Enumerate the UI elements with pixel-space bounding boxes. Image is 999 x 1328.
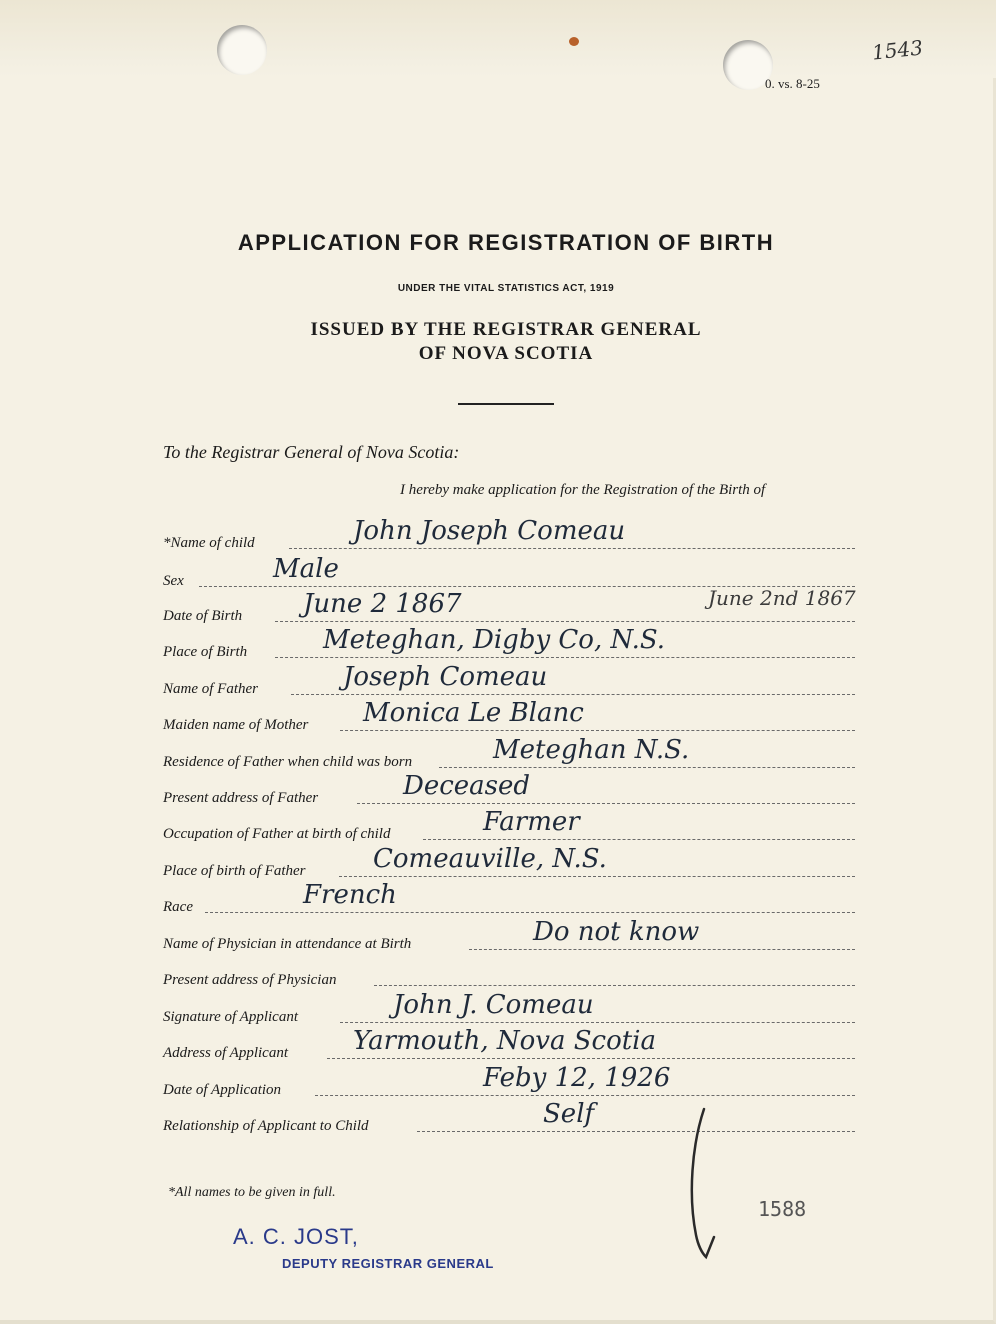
field-label: Race	[163, 899, 193, 915]
issuer-line-1: ISSUED BY THE REGISTRAR GENERAL	[310, 319, 702, 340]
field-label: Place of Birth	[163, 644, 248, 660]
form-field-row	[163, 698, 855, 733]
form-field-row	[163, 735, 855, 770]
form-code: 0. vs. 8-25	[765, 76, 820, 91]
field-value: Meteghan N.S.	[493, 735, 690, 765]
field-label: *Name of child	[163, 535, 255, 551]
field-leader-line	[205, 912, 855, 913]
field-label: Signature of Applicant	[163, 1009, 298, 1025]
field-label: Place of birth of Father	[163, 863, 306, 879]
field-value: Farmer	[483, 807, 580, 837]
issuer-line-2: OF NOVA SCOTIA	[418, 343, 594, 364]
field-value: Monica Le Blanc	[363, 698, 584, 728]
field-label: Address of Applicant	[163, 1045, 288, 1061]
form-field-row	[163, 516, 855, 551]
form-field-row	[163, 844, 855, 879]
binding-strip	[0, 0, 996, 78]
form-field-row	[163, 1099, 855, 1134]
field-label: Maiden name of Mother	[163, 717, 309, 733]
form-field-row	[163, 917, 855, 952]
field-leader-line	[315, 1095, 855, 1096]
field-value: Do not know	[533, 917, 700, 947]
field-label: Present address of Father	[163, 790, 319, 806]
field-label: Name of Physician in attendance at Birth	[163, 936, 412, 952]
field-leader-line	[327, 1058, 855, 1059]
field-leader-line	[340, 1022, 855, 1023]
form-field-row	[163, 807, 855, 842]
form-field-row	[163, 1026, 855, 1061]
form-field-row	[163, 880, 855, 915]
divider	[458, 403, 554, 405]
field-leader-line	[275, 621, 855, 622]
field-label: Occupation of Father at birth of child	[163, 826, 391, 842]
form-field-row	[163, 586, 856, 624]
addressee: To the Registrar General of Nova Scotia:	[163, 442, 460, 462]
ink-spot	[569, 37, 579, 46]
field-value: Feby 12, 1926	[483, 1063, 671, 1093]
field-label: Residence of Father when child was born	[163, 754, 413, 770]
field-value: Meteghan, Digby Co, N.S.	[323, 625, 665, 655]
form-field-row	[163, 625, 855, 660]
field-leader-line	[469, 949, 855, 950]
field-value: Yarmouth, Nova Scotia	[353, 1026, 656, 1056]
field-label: Date of Birth	[163, 608, 243, 624]
stamp-title: DEPUTY REGISTRAR GENERAL	[282, 1256, 494, 1271]
field-value: Self	[543, 1099, 595, 1129]
corner-number: 1543	[870, 35, 925, 65]
field-value: Joseph Comeau	[343, 662, 548, 692]
field-leader-line	[291, 694, 855, 695]
issuer-heading	[0, 318, 999, 366]
stamp-name: A. C. JOST,	[233, 1224, 359, 1249]
field-leader-line	[423, 839, 855, 840]
field-annotation: June 2nd 1867	[708, 586, 856, 610]
field-leader-line	[340, 730, 855, 731]
field-value: John J. Comeau	[393, 990, 594, 1020]
field-value: Deceased	[403, 771, 531, 801]
document-subtitle: UNDER THE VITAL STATISTICS ACT, 1919	[397, 283, 615, 294]
field-label: Sex	[163, 573, 184, 589]
field-label: Relationship of Applicant to Child	[163, 1118, 369, 1134]
document-title: APPLICATION FOR REGISTRATION OF BIRTH	[237, 230, 775, 255]
handwritten-mark	[684, 1105, 724, 1265]
footnote: *All names to be given in full.	[168, 1185, 336, 1200]
form-field-row	[163, 990, 855, 1025]
form-field-row	[163, 1063, 855, 1098]
form-field-row	[163, 956, 855, 986]
field-leader-line	[275, 657, 855, 658]
field-value: John Joseph Comeau	[353, 516, 626, 546]
punch-hole-left	[217, 25, 267, 75]
field-leader-line	[374, 985, 855, 986]
field-leader-line	[357, 803, 855, 804]
form-field-row	[163, 771, 855, 806]
form-field-row	[163, 662, 855, 697]
reference-number: 1588	[758, 1197, 807, 1221]
field-label: Name of Father	[163, 681, 258, 697]
field-value: Comeauville, N.S.	[373, 844, 607, 874]
field-value: June 2 1867	[303, 589, 462, 619]
field-label: Date of Application	[163, 1082, 282, 1098]
field-value: Male	[273, 554, 339, 584]
field-leader-line	[289, 548, 855, 549]
field-leader-line	[417, 1131, 855, 1132]
field-leader-line	[339, 876, 855, 877]
field-label: Present address of Physician	[163, 972, 337, 988]
field-leader-line	[439, 767, 855, 768]
intro-text: I hereby make application for the Registration of the Birth of	[400, 482, 766, 498]
field-value: French	[303, 880, 397, 910]
form-field-row	[163, 554, 855, 589]
